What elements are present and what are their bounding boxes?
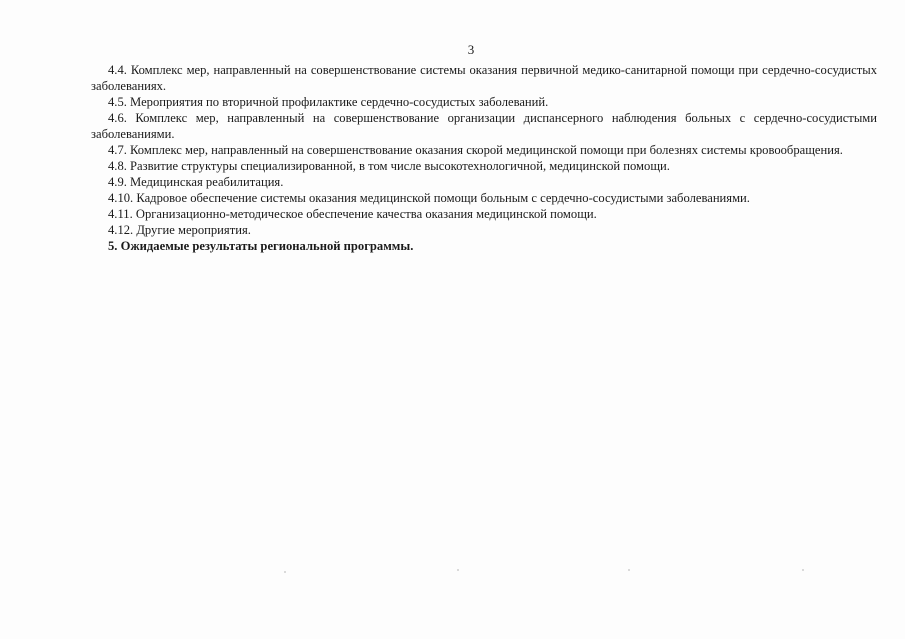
- scan-speck: [802, 569, 804, 571]
- paragraph-4-9: 4.9. Медицинская реабилитация.: [108, 175, 284, 189]
- paragraph-4-10: 4.10. Кадровое обеспечение системы оказания медицинской помощи больным с сердечно-сосудистыми заболеваниями.: [108, 191, 750, 205]
- paragraph-4-5: 4.5. Мероприятия по вторичной профилактике сердечно-сосудистых заболеваний.: [108, 95, 549, 109]
- paragraph-4-6: 4.6. Комплекс мер, направленный на совершенствование организации диспансерного наблюдения больных с сердечно-сосудистыми заболеваниями.: [91, 111, 877, 141]
- paragraph-4-4: 4.4. Комплекс мер, направленный на совершенствование системы оказания первичной медико-санитарной помощи при сердечно-сосудистых заболеваниях.: [91, 63, 877, 93]
- document-body: [91, 62, 877, 254]
- paragraph-4-11: 4.11. Организационно-методическое обеспечение качества оказания медицинской помощи.: [108, 207, 597, 221]
- scan-speck: [628, 569, 630, 571]
- page-number: 3: [467, 42, 475, 57]
- paragraph-4-7: 4.7. Комплекс мер, направленный на совершенствование оказания скорой медицинской помощи при болезнях системы кровообращения.: [108, 143, 843, 157]
- scan-speck: [284, 571, 286, 573]
- paragraph-4-8: 4.8. Развитие структуры специализированной, в том числе высокотехнологичной, медицинской помощи.: [108, 159, 670, 173]
- section-heading-5: 5. Ожидаемые результаты региональной программы.: [108, 239, 414, 253]
- paragraph-4-12: 4.12. Другие мероприятия.: [108, 223, 251, 237]
- scan-speck: [457, 569, 459, 571]
